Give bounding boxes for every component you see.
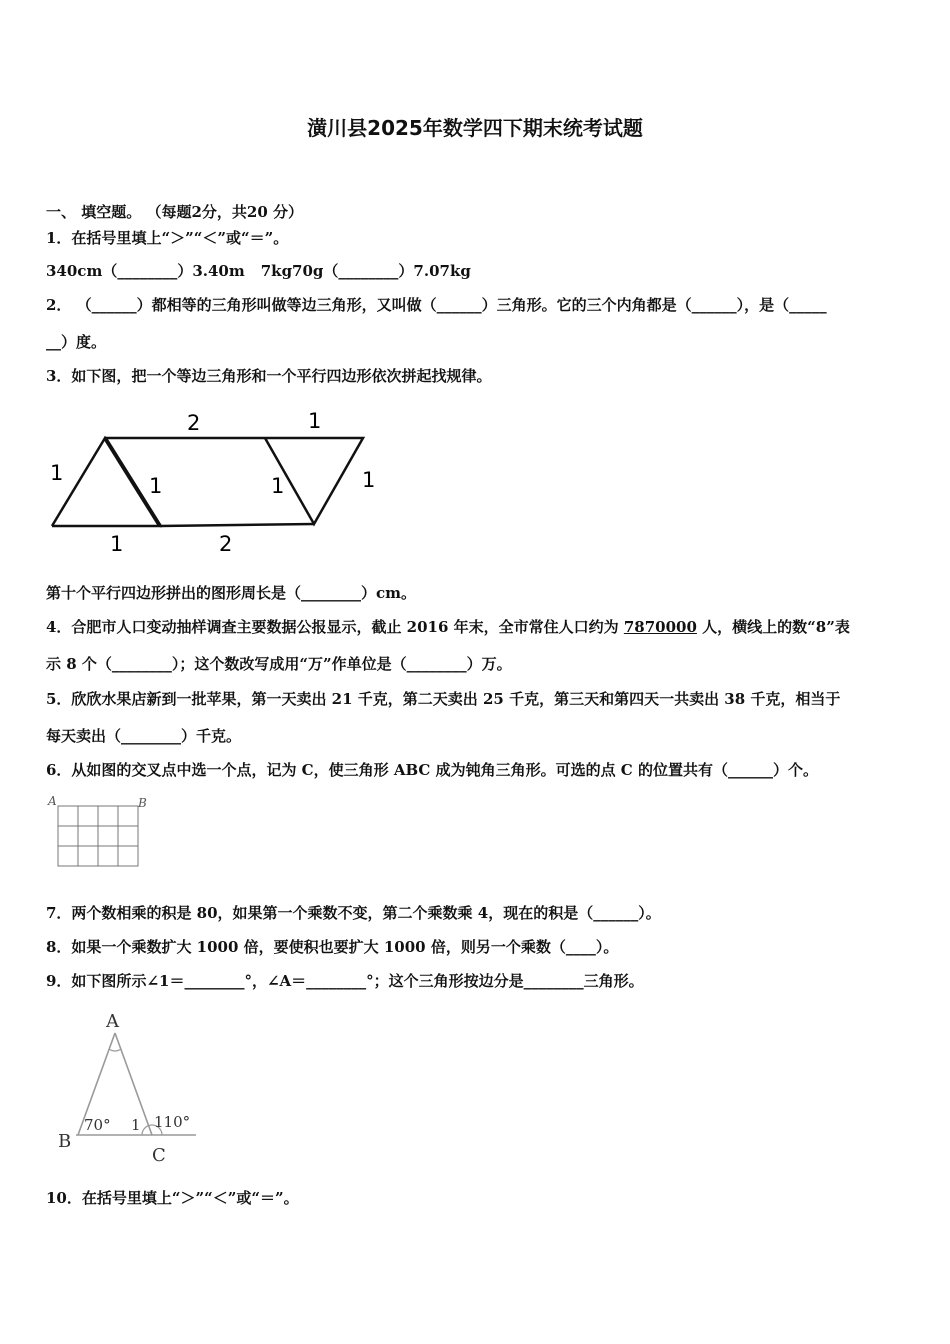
question-4-suffix: 人，横线上的数“8”表 [696,618,850,636]
label-bottom-1: 1 [110,532,124,556]
label-left-1: 1 [50,461,64,485]
question-3-ask: 第十个平行四边形拼出的图形周长是（________）cm。 [46,584,417,602]
question-7: 7．两个数相乘的积是 80，如果第一个乘数不变，第二个乘数乘 4，现在的积是（______）。 [46,904,661,922]
question-2-line-1: 2． （______）都相等的三角形叫做等边三角形，又叫做（______）三角形。它的三个内角都是（______），是（_____ [46,296,827,314]
question-4-line-1 [46,617,850,637]
question-3: 3．如下图，把一个等边三角形和一个平行四边形依次拼起找规律。 [46,367,492,385]
section-heading: 一、 填空题。 （每题2分，共20 分） [46,203,303,221]
label-inner-1b: 1 [271,474,285,498]
question-5-line-1: 5．欣欣水果店新到一批苹果，第一天卖出 21 千克，第二天卖出 25 千克，第三天和第四天一共卖出 38 千克，相当于 [46,690,841,708]
label-bottom-2: 2 [219,532,233,556]
label-inner-1a: 1 [149,474,163,498]
question-2-line-2: __）度。 [46,333,107,351]
question-6: 6．从如图的交叉点中选一个点，记为 C，使三角形 ABC 成为钝角三角形。可选的点 C 的位置共有（______）个。 [46,761,818,779]
question-5-line-2: 每天卖出（________）千克。 [46,727,242,745]
question-9-triangle [46,1005,216,1170]
question-1-items [46,261,471,281]
question-1: 1．在括号里填上“＞”“＜”或“＝”。 [46,229,289,247]
grid-label-b: B [138,796,147,810]
vertex-a: A [106,1011,119,1032]
triangle-left [52,438,163,526]
question-1-item-b: 7kg70g（________）7.07kg [260,262,471,280]
angle-1-label: 1 [131,1116,141,1134]
question-4-line-2: 示 8 个（________）；这个数改写成用“万”作单位是（________）万。 [46,655,512,673]
population-number: 7870000 [623,618,697,636]
question-8: 8．如果一个乘数扩大 1000 倍，要使积也要扩大 1000 倍，则另一个乘数（____）。 [46,938,619,956]
exterior-angle-value: 110° [154,1113,191,1131]
parallelogram-bottom [160,524,314,526]
angle-b-value: 70° [84,1116,111,1134]
vertex-c: C [152,1145,166,1166]
vertex-b: B [58,1131,72,1152]
angle-a-arc [109,1049,121,1051]
question-4-prefix: 4．合肥市人口变动抽样调查主要数据公报显示，截止 2016 年末，全市常住人口约为 [46,618,624,636]
question-10: 10．在括号里填上“＞”“＜”或“＝”。 [46,1189,299,1207]
grid-label-a: A [48,794,57,808]
question-3-figure [40,400,380,560]
question-6-grid [46,792,156,872]
page-title: 潢川县2025年数学四下期末统考试题 [307,116,643,140]
label-right-1: 1 [362,468,376,492]
label-top-2: 2 [187,411,201,435]
label-top-1: 1 [308,409,322,433]
question-9: 9．如下图所示∠1＝________°，∠A＝________°；这个三角形按边分是________三角形。 [46,972,644,990]
question-1-item-a: 340cm（________）3.40m [46,262,245,280]
